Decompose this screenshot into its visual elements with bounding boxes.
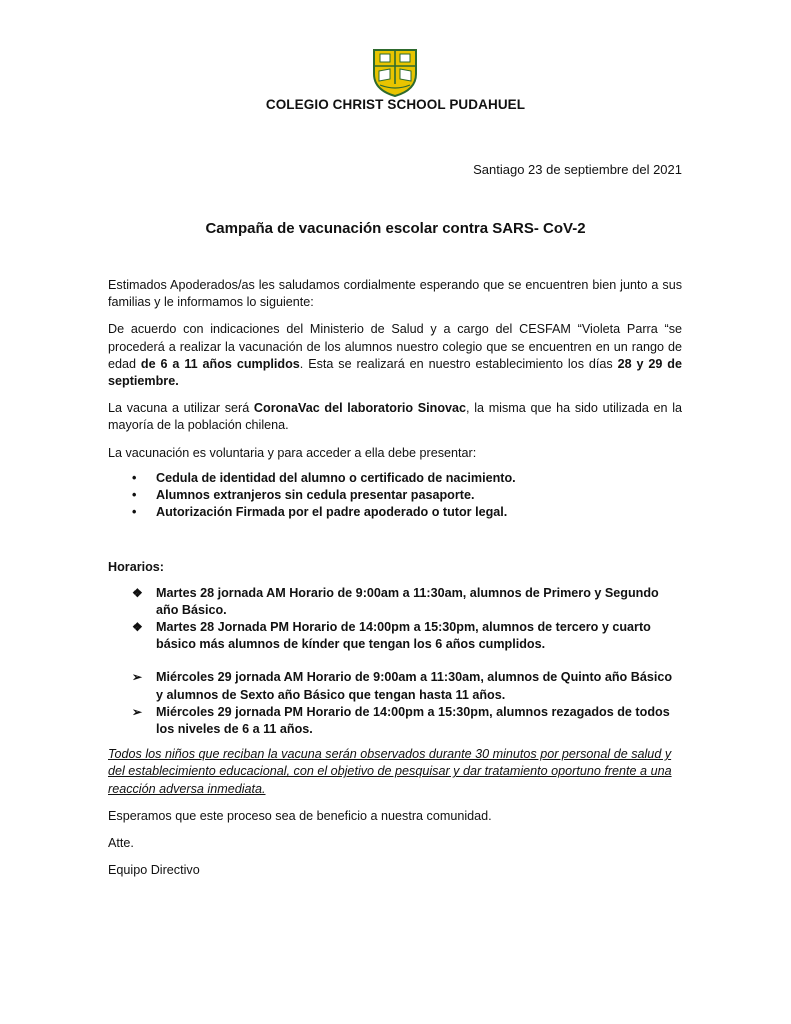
arrow-bullet-icon: ➢ <box>132 704 143 719</box>
campaign-paragraph <box>108 321 682 390</box>
letter-date: Santiago 23 de septiembre del 2021 <box>473 162 682 177</box>
letter-body <box>108 277 682 889</box>
vaccine-paragraph <box>108 400 682 434</box>
list-item: ❖ Martes 28 Jornada PM Horario de 14:00pm a 15:30pm, alumnos de tercero y cuarto básico más alumnos de kínder que tengan los 6 años cumplidos. <box>132 620 651 652</box>
closing-paragraph: Esperamos que este proceso sea de beneficio a nuestra comunidad. <box>108 808 492 823</box>
vaccine-text-2: , la misma que ha sido utilizada en la mayoría de la población chilena. <box>108 401 682 433</box>
campaign-text-2: . Esta se realizará en nuestro establecimiento los días <box>299 356 618 371</box>
list-item: ➢ Miércoles 29 jornada AM Horario de 9:00am a 11:30am, alumnos de Quinto año Básico y alumnos de Sexto año Básico que tengan hasta 11 años. <box>132 670 673 702</box>
schedule-tuesday-list <box>108 585 682 654</box>
list-item: • Autorización Firmada por el padre apoderado o tutor legal. <box>108 504 682 521</box>
bullet-icon: • <box>132 505 137 520</box>
bullet-icon: • <box>132 488 137 503</box>
campaign-text-1: De acuerdo con indicaciones del Ministerio de Salud y a cargo del CESFAM “Violeta Parra “se procederá a realizar la vacunación de los alumnos nuestro colegio que se encuentren en un rango de edad <box>108 322 682 371</box>
sign-off: Atte. <box>108 836 134 851</box>
requirements-intro: La vacunación es voluntaria y para acceder a ella debe presentar: <box>108 445 477 460</box>
school-crest-icon <box>370 44 420 98</box>
list-item: • Cedula de identidad del alumno o certificado de nacimiento. <box>108 470 682 487</box>
list-item: ❖ Martes 28 jornada AM Horario de 9:00am a 11:30am, alumnos de Primero y Segundo año Básico. <box>132 585 659 617</box>
diamond-bullet-icon: ❖ <box>132 620 143 635</box>
signature: Equipo Directivo <box>108 863 200 878</box>
list-item: ➢ Miércoles 29 jornada PM Horario de 14:00pm a 15:30pm, alumnos rezagados de todos los niveles de 6 a 11 años. <box>132 704 670 737</box>
arrow-bullet-icon: ➢ <box>132 670 143 685</box>
bullet-icon: • <box>132 470 137 485</box>
vaccine-text-1: La vacuna a utilizar será <box>108 401 254 416</box>
schedule-wednesday-list <box>108 669 682 738</box>
requirements-list <box>108 470 682 522</box>
observation-note: Todos los niños que reciban la vacuna serán observados durante 30 minutos por personal de salud y del establecimiento educacional, con el objetivo de pesquisar y dar tratamiento oportuno frente a una reacción adversa inmediata. <box>108 747 672 796</box>
list-item: • Alumnos extranjeros sin cedula presentar pasaporte. <box>108 487 682 504</box>
school-name: COLEGIO CHRIST SCHOOL PUDAHUEL <box>265 97 526 112</box>
diamond-bullet-icon: ❖ <box>132 585 143 600</box>
vaccine-name: CoronaVac del laboratorio Sinovac <box>253 401 467 416</box>
letter-title: Campaña de vacunación escolar contra SARS- CoV-2 <box>205 220 586 237</box>
campaign-dates: 28 y 29 de septiembre. <box>108 356 683 389</box>
age-range: de 6 a 11 años cumplidos <box>140 356 300 371</box>
greeting-paragraph: Estimados Apoderados/as les saludamos cordialmente esperando que se encuentren bien junto a sus familias y le informamos lo siguiente: <box>108 278 682 310</box>
schedule-heading: Horarios: <box>108 560 164 575</box>
